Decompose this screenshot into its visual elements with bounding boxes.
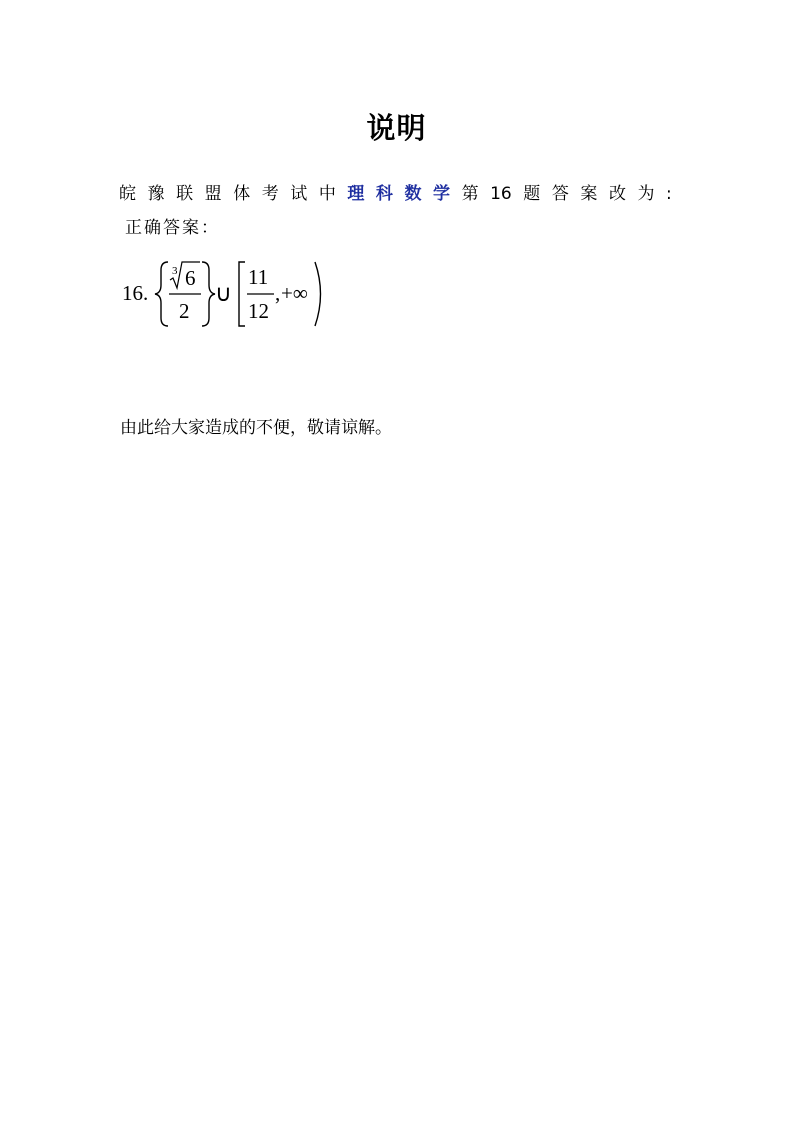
notice-char: 皖	[119, 184, 136, 204]
upper-bound: +∞	[281, 281, 308, 305]
notice-char: 联	[176, 184, 194, 204]
subject-char: 学	[433, 184, 451, 204]
right-paren	[315, 262, 321, 326]
notice-char: 答	[551, 184, 569, 204]
notice-char: 体	[233, 184, 251, 204]
notice-char: 为	[637, 184, 655, 204]
answer-label: 正确答案：	[125, 218, 220, 238]
subject-char: 理	[347, 184, 365, 204]
answer-formula	[118, 254, 338, 334]
notice-char: 豫	[147, 184, 165, 204]
interval-denominator: 12	[248, 299, 269, 323]
interval-numerator: 11	[248, 265, 269, 289]
notice-char: 中	[318, 184, 336, 204]
page-title: 说明	[366, 111, 427, 145]
denominator: 2	[179, 299, 190, 323]
subject-char: 科	[375, 184, 393, 204]
root-index: 3	[172, 265, 178, 277]
notice-char: 改	[608, 184, 626, 204]
formula-number: 16.	[122, 281, 149, 305]
interval-comma: ,	[275, 281, 281, 305]
notice-line	[119, 180, 672, 208]
notice-char: :	[666, 184, 672, 204]
right-brace	[202, 262, 215, 326]
notice-char: 题	[523, 184, 541, 204]
question-number: 16	[490, 184, 512, 204]
notice-char: 盟	[204, 184, 222, 204]
union-symbol: ∪	[215, 281, 232, 306]
subject-char: 数	[404, 184, 422, 204]
radicand: 6	[185, 266, 196, 290]
left-brace	[155, 262, 168, 326]
notice-char: 考	[261, 184, 279, 204]
apology-text: 由此给大家造成的不便，敬请谅解。	[120, 418, 392, 438]
notice-char: 第	[461, 184, 479, 204]
notice-char: 案	[580, 184, 598, 204]
left-bracket	[239, 262, 245, 326]
notice-char: 试	[290, 184, 308, 204]
